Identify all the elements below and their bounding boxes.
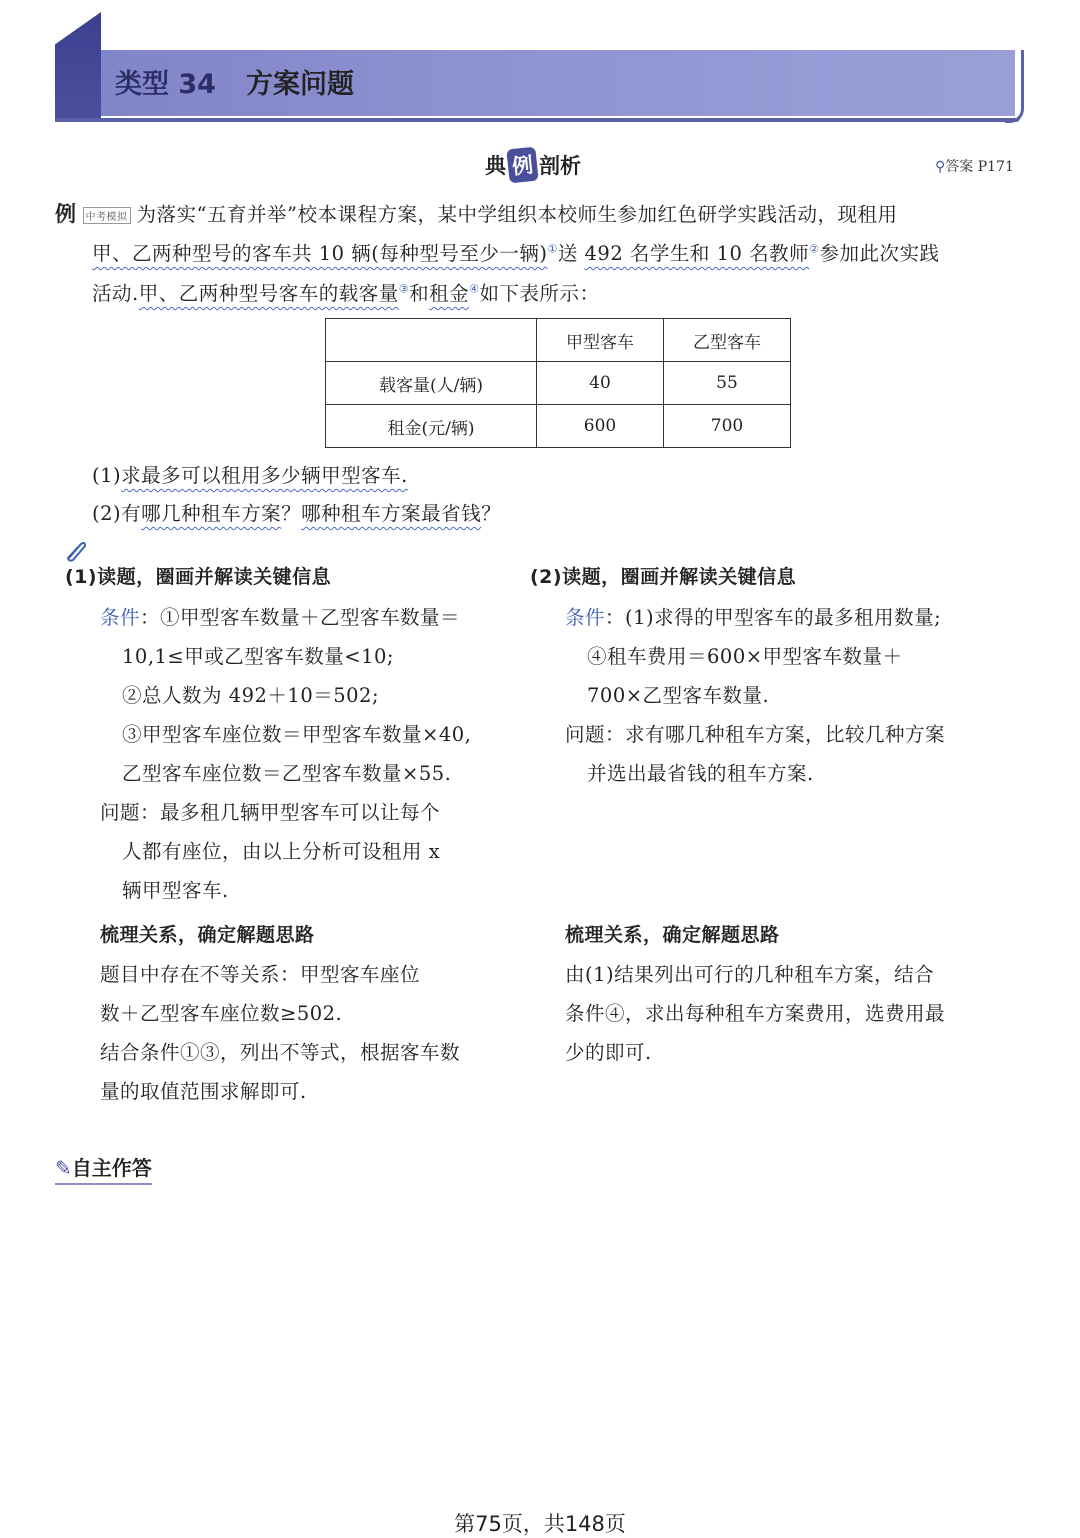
left-relation-2: 结合条件①③，列出不等式，根据客车数 [100, 1041, 461, 1064]
left-condition-1 [100, 602, 460, 630]
right-heading-2: 梳理关系，确定解题思路 [565, 924, 780, 946]
data-table [325, 318, 791, 448]
q1-number: (1) [92, 464, 122, 487]
pencil-icon: ✎ [55, 1156, 72, 1180]
key-info-1: 甲、乙两种型号的客车共 10 辆(每种型号至少一辆) [92, 242, 548, 265]
q2-text-b: 哪种租车方案最省钱 [301, 502, 482, 525]
question-2 [92, 498, 501, 526]
header-underline [55, 118, 1020, 122]
table-cell: 55 [664, 362, 791, 405]
problem-line-2 [92, 238, 940, 266]
left-heading-2: 梳理关系，确定解题思路 [100, 924, 315, 946]
table-cell: 40 [537, 362, 664, 405]
type-label: 类型 34 [115, 69, 216, 100]
right-relation-1b: 条件④，求出每种租车方案费用，选费用最 [565, 1002, 946, 1025]
example-label: 例 [55, 202, 77, 226]
table-cell: 载客量(人/辆) [326, 362, 537, 405]
note-3: ③ [398, 282, 410, 296]
note-1: ① [547, 242, 558, 256]
left-c1b: 10,1≤甲或乙型客车数量<10; [122, 645, 394, 668]
table-header: 乙型客车 [664, 319, 791, 362]
left-c2: ②总人数为 492＋10＝502; [122, 684, 380, 707]
right-relation-1: 由(1)结果列出可行的几种租车方案，结合 [565, 963, 935, 986]
page-title [115, 62, 354, 101]
problem-text-4: 活动. [92, 282, 139, 305]
right-c2: ④租车费用＝600×甲型客车数量＋ [587, 645, 903, 668]
problem-text-6: 如下表所示： [479, 282, 600, 305]
left-relation-1: 题目中存在不等关系：甲型客车座位 [100, 963, 421, 986]
left-heading-1: (1)读题，圈画并解读关键信息 [65, 566, 332, 588]
q2-number: (2)有 [92, 502, 142, 525]
left-relation-1b: 数＋乙型客车座位数≥502. [100, 1002, 343, 1025]
self-answer-text: 自主作答 [71, 1156, 152, 1180]
key-info-4: 租金 [429, 282, 470, 305]
problem-line-1 [55, 198, 897, 228]
key-info-3: 甲、乙两种型号客车的载客量 [138, 282, 399, 305]
section-mark: 例 [506, 147, 538, 184]
right-question: 问题：求有哪几种租车方案，比较几种方案 [565, 723, 946, 746]
table-header-row [326, 319, 791, 362]
problem-text-5: 和 [409, 282, 430, 305]
page-number: 第75页，共148页 [454, 1512, 626, 1536]
table-header: 甲型客车 [537, 319, 664, 362]
section-heading [485, 148, 581, 182]
answer-reference [935, 156, 1014, 176]
header-tab [55, 12, 101, 120]
condition-label: 条件 [100, 606, 141, 629]
magnifier-icon: ⚲ [935, 159, 946, 175]
left-question: 问题：最多租几辆甲型客车可以让每个 [100, 801, 441, 824]
question-1 [92, 460, 408, 488]
left-c1: ：①甲型客车数量＋乙型客车数量＝ [140, 606, 461, 629]
table-header [326, 319, 537, 362]
answer-ref-text: 答案 P171 [945, 159, 1014, 175]
problem-text-3: 参加此次实践 [819, 242, 940, 265]
right-heading-1: (2)读题，圈画并解读关键信息 [530, 566, 797, 588]
q2-mid: ？ [281, 502, 302, 525]
section-post: 剖析 [539, 154, 581, 178]
note-2: ② [809, 242, 820, 256]
table-cell: 700 [664, 405, 791, 448]
right-c2b: 700×乙型客车数量. [587, 684, 770, 707]
table-cell: 租金(元/辆) [326, 405, 537, 448]
condition-label: 条件 [565, 606, 606, 629]
right-question-b: 并选出最省钱的租车方案. [587, 762, 814, 785]
q1-text: 求最多可以租用多少辆甲型客车. [121, 464, 408, 487]
problem-text-2: 送 [557, 242, 585, 265]
q2-text-a: 哪几种租车方案 [141, 502, 282, 525]
right-relation-1c: 少的即可. [565, 1041, 652, 1064]
problem-line-3 [92, 278, 600, 306]
problem-text-1: 为落实“五育并举”校本课程方案，某中学组织本校师生参加红色研学实践活动，现租用 [136, 203, 898, 226]
left-c3: ③甲型客车座位数＝甲型客车数量×40, [122, 723, 472, 746]
q2-end: ？ [481, 502, 502, 525]
table-row [326, 405, 791, 448]
note-4: ④ [469, 282, 480, 296]
section-pre: 典 [485, 154, 506, 178]
table-row [326, 362, 791, 405]
source-tag: 中考模拟 [83, 207, 131, 224]
title-text: 方案问题 [245, 69, 354, 100]
header-curve [1005, 50, 1024, 123]
left-question-b: 人都有座位，由以上分析可设租用 x [122, 840, 441, 863]
table-cell: 600 [537, 405, 664, 448]
right-c1: ：(1)求得的甲型客车的最多租用数量; [605, 606, 942, 629]
key-info-2: 492 名学生和 10 名教师 [584, 242, 810, 265]
left-relation-2b: 量的取值范围求解即可. [100, 1080, 307, 1103]
paperclip-icon [63, 538, 89, 564]
self-answer-heading [55, 1152, 152, 1185]
left-c3b: 乙型客车座位数＝乙型客车数量×55. [122, 762, 452, 785]
right-condition-1 [565, 602, 941, 630]
left-question-c: 辆甲型客车. [122, 879, 229, 902]
